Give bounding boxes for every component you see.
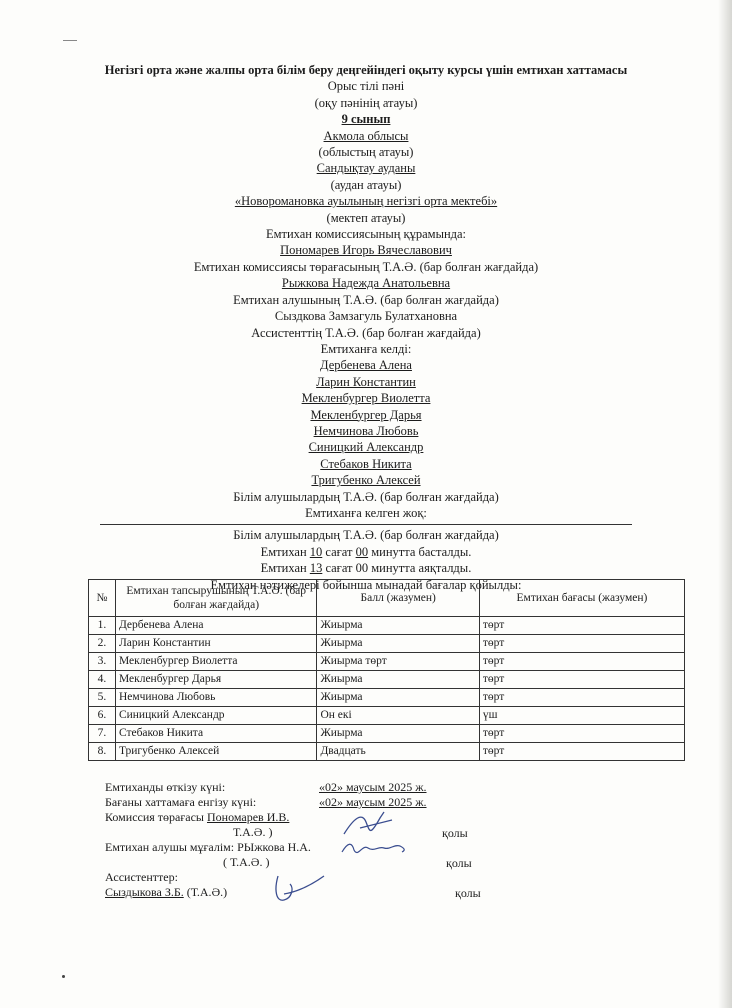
row-number: 8.: [89, 743, 116, 761]
row-score: Жиырма: [317, 617, 479, 635]
end-hour: 13: [309, 561, 323, 576]
table-header-row: [89, 580, 685, 617]
student-name: Стебаков Никита: [320, 456, 412, 471]
row-student-name: Тригубенко Алексей: [115, 743, 317, 761]
row-student-name: Стебаков Никита: [115, 725, 317, 743]
student-name: Мекленбургер Виолетта: [301, 391, 431, 406]
exam-date-label: Емтиханды өткізу күні:: [105, 780, 226, 794]
chairman-name: Пономарев Игорь Вячеславович: [280, 243, 452, 258]
exam-date-value: «02» маусым 2025 ж.: [319, 780, 427, 794]
start-hour: 10: [309, 544, 323, 559]
assistant-name: Сыздкова Замзагуль Булатхановна: [274, 309, 458, 324]
assistants-label: Ассистенттер:: [105, 870, 178, 884]
assistant-caption: (Т.А.Ә.): [183, 885, 228, 899]
start-mid: сағат: [322, 544, 356, 559]
scan-dot: [62, 975, 65, 978]
row-grade: төрт: [479, 725, 684, 743]
student-name: Дербенева Алена: [320, 358, 412, 373]
protocol-header: [0, 62, 732, 593]
student-name: Немчинова Любовь: [313, 423, 419, 438]
examiner-name: Рыжкова Надежда Анатольевна: [281, 276, 451, 291]
chair-name: Пономарев И.В.: [207, 810, 290, 824]
exam-date-row: [105, 780, 525, 795]
signature-caption: қолы: [446, 856, 472, 870]
grade-label: 9 сынып: [341, 112, 391, 127]
col-score-header: Балл (жазумен): [317, 580, 479, 617]
region-name: Акмола облысы: [323, 128, 409, 143]
student-name: Тригубенко Алексей: [311, 473, 421, 488]
table-row: [89, 707, 685, 725]
end-mid: сағат: [322, 561, 356, 576]
chair-row: [105, 810, 525, 825]
student-name: Мекленбургер Дарья: [310, 407, 422, 422]
row-score: Жиырма: [317, 635, 479, 653]
row-score: Жиырма: [317, 689, 479, 707]
start-suffix: минутта басталды.: [368, 544, 472, 559]
absent-caption: Емтиханға келген жоқ:: [305, 505, 427, 520]
row-student-name: Мекленбургер Виолетта: [115, 653, 317, 671]
teacher-caption: ( Т.А.Ә. ): [223, 855, 270, 869]
table-row: [89, 725, 685, 743]
scan-mark: [63, 40, 77, 41]
row-grade: төрт: [479, 743, 684, 761]
table-row: [89, 689, 685, 707]
row-score: Он екі: [317, 707, 479, 725]
row-score: Жиырма: [317, 671, 479, 689]
region-caption: (облыстың атауы): [318, 145, 414, 160]
start-minute: 00: [355, 544, 369, 559]
col-name-header: Емтихан тапсырушының Т.А.Ә. (бар болған жағдайда): [115, 580, 317, 617]
row-grade: төрт: [479, 689, 684, 707]
school-name: «Новоромановка ауылының негізгі орта мектебі»: [234, 194, 498, 209]
row-score: Жиырма төрт: [317, 653, 479, 671]
assistant-signature: [270, 870, 330, 910]
chair-caption: Т.А.Ә. ): [233, 825, 273, 839]
subject-caption: (оқу пәнінің атауы): [314, 95, 418, 110]
start-prefix: Емтихан: [260, 544, 310, 559]
school-caption: (мектеп атауы): [326, 210, 406, 225]
entry-date-value: «02» маусым 2025 ж.: [319, 795, 427, 809]
district-caption: (аудан атауы): [330, 177, 402, 192]
students-caption: Білім алушылардың Т.А.Ә. (бар болған жағдайда): [233, 489, 499, 504]
signature-caption: қолы: [455, 886, 481, 900]
row-number: 6.: [89, 707, 116, 725]
table-row: [89, 617, 685, 635]
assistant-caption: Ассистенттің Т.А.Ә. (бар болған жағдайда): [251, 325, 481, 340]
row-grade: төрт: [479, 653, 684, 671]
row-student-name: Синицкий Александр: [115, 707, 317, 725]
row-grade: үш: [479, 707, 684, 725]
student-name: Ларин Константин: [316, 374, 416, 389]
row-score: Жиырма: [317, 725, 479, 743]
results-table: [88, 579, 685, 761]
table-row: [89, 653, 685, 671]
table-row: [89, 743, 685, 761]
row-grade: төрт: [479, 635, 684, 653]
row-number: 5.: [89, 689, 116, 707]
table-row: [89, 671, 685, 689]
chairman-signature: [340, 808, 400, 838]
col-grade-header: Емтихан бағасы (жазумен): [479, 580, 684, 617]
row-number: 2.: [89, 635, 116, 653]
row-student-name: Ларин Константин: [115, 635, 317, 653]
signature-caption: қолы: [442, 826, 468, 840]
attended-caption: Емтиханға келді:: [320, 341, 412, 356]
commission-caption: Емтихан комиссиясының құрамында:: [265, 227, 467, 242]
end-minute: 00: [355, 561, 369, 576]
row-student-name: Мекленбургер Дарья: [115, 671, 317, 689]
end-prefix: Емтихан: [260, 561, 310, 576]
document-title: Негізгі орта және жалпы орта білім беру деңгейіндегі оқыту курсы үшін емтихан хаттамасы: [104, 63, 628, 77]
teacher-row: [105, 840, 525, 855]
row-number: 7.: [89, 725, 116, 743]
row-grade: төрт: [479, 671, 684, 689]
end-suffix: минутта аяқталды.: [368, 561, 472, 576]
examiner-signature: [340, 838, 410, 862]
chairman-caption: Емтихан комиссиясы төрағасының Т.А.Ә. (бар болған жағдайда): [193, 259, 539, 274]
col-number-header: №: [89, 580, 116, 617]
entry-date-row: [105, 795, 525, 810]
chair-label: Комиссия төрағасы: [105, 810, 207, 824]
student-name: Синицкий Александр: [308, 440, 424, 455]
district-name: Сандықтау ауданы: [316, 161, 416, 176]
row-student-name: Дербенева Алена: [115, 617, 317, 635]
row-student-name: Немчинова Любовь: [115, 689, 317, 707]
absent-blank-line: [100, 524, 632, 525]
row-number: 1.: [89, 617, 116, 635]
row-number: 4.: [89, 671, 116, 689]
exam-start-line: [0, 544, 732, 560]
teacher-line: Емтихан алушы мұғалім: РЫжкова Н.А.: [105, 840, 311, 854]
entry-date-label: Бағаны хаттамаға енгізу күні:: [105, 795, 257, 809]
row-grade: төрт: [479, 617, 684, 635]
row-number: 3.: [89, 653, 116, 671]
assistant-short-name: Сыздыкова З.Б.: [105, 885, 184, 899]
examiner-caption: Емтихан алушының Т.А.Ә. (бар болған жағдайда): [233, 292, 499, 307]
table-row: [89, 635, 685, 653]
subject-name: Орыс тілі пәні: [327, 79, 405, 94]
absent-students-caption: Білім алушылардың Т.А.Ә. (бар болған жағдайда): [233, 528, 499, 543]
row-score: Двадцать: [317, 743, 479, 761]
exam-end-line: [0, 560, 732, 576]
results-caption: Емтихан нәтижелері бойынша мынадай бағалар қойылды:: [210, 577, 522, 592]
